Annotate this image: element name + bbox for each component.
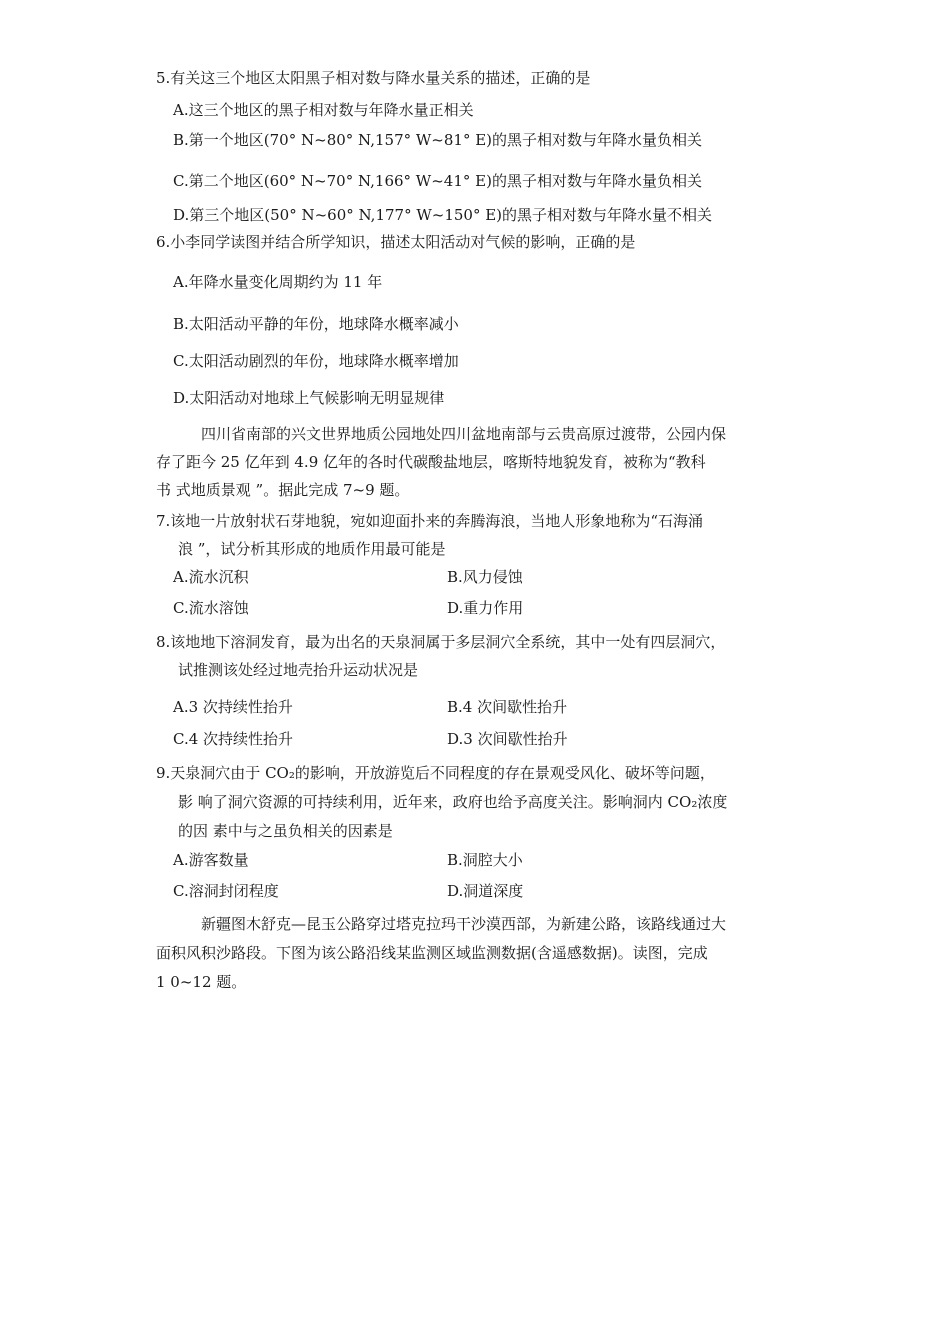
passage-2-line-2: 面积风积沙路段。下图为该公路沿线某监测区域监测数据(含遥感数据)。读图，完成 — [156, 944, 708, 962]
question-5-stem: 5.有关这三个地区太阳黑子相对数与降水量关系的描述，正确的是 — [156, 69, 591, 87]
question-7-option-b: B.风力侵蚀 — [447, 568, 523, 586]
question-9-option-b: B.洞腔大小 — [447, 851, 523, 869]
question-6-option-a: A.年降水量变化周期约为 11 年 — [173, 273, 383, 291]
passage-2-line-3: 1 0~12 题。 — [156, 973, 247, 991]
question-9-option-d: D.洞道深度 — [447, 882, 524, 900]
question-9-stem-line-3: 的因 素中与之虽负相关的因素是 — [178, 822, 393, 840]
passage-1-line-2: 存了距今 25 亿年到 4.9 亿年的各时代碳酸盐地层，喀斯特地貌发育，被称为“教科 — [156, 453, 706, 471]
question-6-option-d: D.太阳活动对地球上气候影响无明显规律 — [173, 389, 445, 407]
question-9-stem-line-1: 9.天泉洞穴由于 CO₂的影响，开放游览后不同程度的存在景观受风化、破坏等问题， — [156, 764, 715, 782]
question-9-option-c: C.溶洞封闭程度 — [173, 882, 279, 900]
question-5-option-d: D.第三个地区(50° N~60° N,177° W~150° E)的黑子相对数与年降水量不相关 — [173, 206, 713, 224]
question-5-option-a: A.这三个地区的黑子相对数与年降水量正相关 — [173, 101, 474, 119]
question-5-option-c: C.第二个地区(60° N~70° N,166° W~41° E)的黑子相对数与年降水量负相关 — [173, 172, 702, 190]
question-6-stem: 6.小李同学读图并结合所学知识，描述太阳活动对气候的影响，正确的是 — [156, 233, 636, 251]
question-8-option-c: C.4 次持续性抬升 — [173, 730, 294, 748]
question-7-option-d: D.重力作用 — [447, 599, 524, 617]
question-7-option-c: C.流水溶蚀 — [173, 599, 249, 617]
passage-1-line-3: 书 式地质景观 ”。据此完成 7~9 题。 — [156, 481, 410, 499]
passage-1-line-1: 四川省南部的兴文世界地质公园地处四川盆地南部与云贵高原过渡带，公园内保 — [201, 425, 727, 443]
question-7-stem-line-1: 7.该地一片放射状石芽地貌，宛如迎面扑来的奔腾海浪，当地人形象地称为“石海涌 — [156, 512, 703, 530]
question-8-stem-line-1: 8.该地地下溶洞发育，最为出名的天泉洞属于多层洞穴全系统，其中一处有四层洞穴， — [156, 633, 726, 651]
question-5-option-b: B.第一个地区(70° N~80° N,157° W~81° E)的黑子相对数与年降水量负相关 — [173, 131, 703, 149]
question-9-stem-line-2: 影 响了洞穴资源的可持续利用，近年来，政府也给予高度关注。影响洞内 CO₂浓度 — [178, 793, 728, 811]
passage-2-line-1: 新疆图木舒克—昆玉公路穿过塔克拉玛干沙漠西部，为新建公路，该路线通过大 — [201, 915, 727, 933]
question-6-option-b: B.太阳活动平静的年份，地球降水概率减小 — [173, 315, 459, 333]
question-9-option-a: A.游客数量 — [173, 851, 249, 869]
question-8-option-d: D.3 次间歇性抬升 — [447, 730, 568, 748]
question-7-stem-line-2: 浪 ”，试分析其形成的地质作用最可能是 — [178, 540, 446, 558]
question-8-stem-line-2: 试推测该处经过地壳抬升运动状况是 — [178, 661, 419, 679]
question-7-option-a: A.流水沉积 — [173, 568, 249, 586]
question-8-option-b: B.4 次间歇性抬升 — [447, 698, 568, 716]
question-8-option-a: A.3 次持续性抬升 — [173, 698, 293, 716]
question-6-option-c: C.太阳活动剧烈的年份，地球降水概率增加 — [173, 352, 459, 370]
